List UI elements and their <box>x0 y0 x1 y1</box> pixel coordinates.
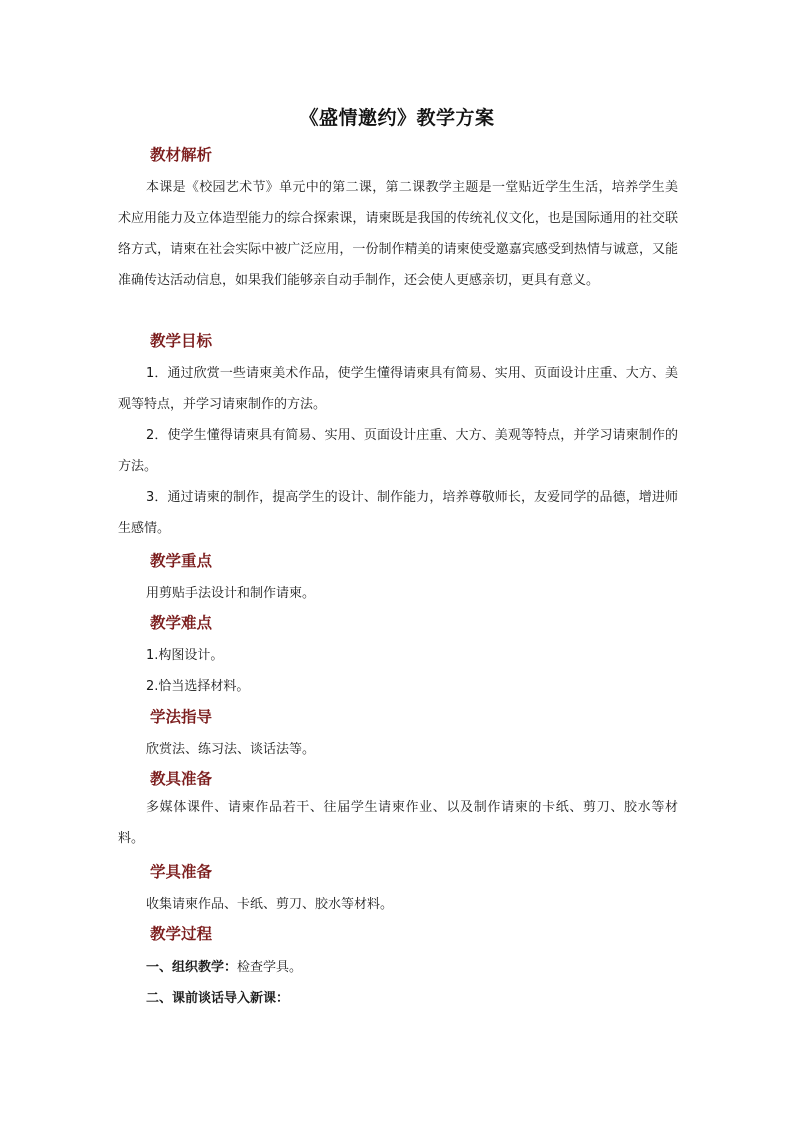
heading-method: 学法指导 <box>150 708 213 726</box>
heading-student-prep: 学具准备 <box>150 863 213 881</box>
process-step-1-text: 检查学具。 <box>237 960 303 975</box>
process-step-1 <box>146 956 302 975</box>
difficulty-item-2: 2.恰当选择材料。 <box>146 679 250 694</box>
student-prep-text: 收集请柬作品、卡纸、剪刀、胶水等材料。 <box>146 897 394 912</box>
goal-item-2: 2．使学生懂得请柬具有简易、实用、页面设计庄重、大方、美观等特点，并学习请柬制作的方法。 <box>118 428 678 474</box>
difficulty-item-1: 1.构图设计。 <box>146 648 224 663</box>
key-points-text: 用剪贴手法设计和制作请柬。 <box>146 586 316 601</box>
heading-process: 教学过程 <box>150 925 213 943</box>
method-text: 欣赏法、练习法、谈话法等。 <box>146 742 316 757</box>
teacher-prep-text: 多媒体课件、请柬作品若干、往届学生请柬作业、以及制作请柬的卡纸、剪刀、胶水等材料。 <box>118 800 678 846</box>
process-step-2: 二、课前谈话导入新课： <box>146 991 290 1006</box>
heading-difficulties: 教学难点 <box>150 614 213 632</box>
heading-goals: 教学目标 <box>150 332 213 350</box>
heading-teacher-prep: 教具准备 <box>150 770 213 788</box>
goal-item-3: 3．通过请柬的制作，提高学生的设计、制作能力，培养尊敬师长，友爱同学的品德，增进师生感情。 <box>118 490 678 536</box>
analysis-paragraph: 本课是《校园艺术节》单元中的第二课，第二课教学主题是一堂贴近学生生活，培养学生美术应用能力及立体造型能力的综合探索课，请柬既是我国的传统礼仪文化，也是国际通用的社交联络方式，请柬在社会实际中被广泛应用，一份制作精美的请柬使受邀嘉宾感受到热情与诚意，又能准确传达活动信息，如果我们能够亲自动手制作，还会使人更感亲切，更具有意义。 <box>118 180 678 288</box>
goal-item-1: 1．通过欣赏一些请柬美术作品，使学生懂得请柬具有简易、实用、页面设计庄重、大方、美观等特点，并学习请柬制作的方法。 <box>118 366 678 412</box>
document-title: 《盛情邀约》教学方案 <box>299 107 495 129</box>
heading-analysis: 教材解析 <box>150 146 213 164</box>
heading-key-points: 教学重点 <box>150 552 213 570</box>
process-step-1-label: 一、组织教学： <box>146 960 238 975</box>
